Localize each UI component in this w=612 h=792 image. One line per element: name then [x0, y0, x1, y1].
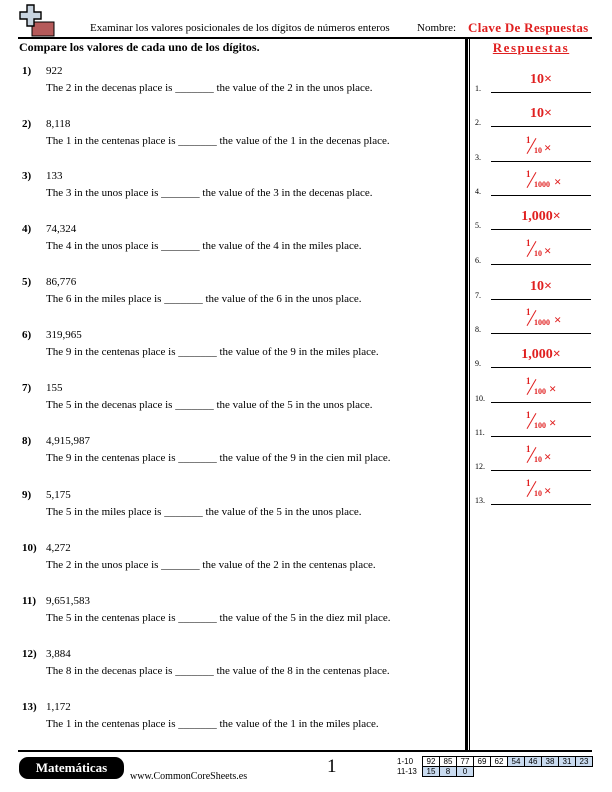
answer-value: [491, 376, 591, 403]
question-number: 7): [22, 382, 32, 394]
answer-number: 4.: [475, 187, 481, 196]
question-number-value: 133: [46, 170, 63, 182]
answer-number: 12.: [475, 462, 485, 471]
answers-heading: Respuestas: [492, 40, 570, 55]
question-text: The 8 in the decenas place is _______ the value of the 8 in the centenas place.: [46, 665, 390, 677]
fraction-numerator: 1: [526, 307, 531, 317]
answer-line: [491, 299, 591, 300]
fraction-denominator: 10: [534, 489, 542, 498]
score-row: [396, 767, 593, 777]
answer-value: [491, 307, 591, 334]
score-cell: 85: [440, 757, 457, 767]
answer-key-label: Clave De Respuestas: [468, 20, 589, 35]
answer-value: [491, 238, 591, 265]
column-divider: [465, 39, 468, 750]
question-number-value: 5,175: [46, 489, 71, 501]
fraction-denominator: 10: [534, 455, 542, 464]
fraction-denominator: 100: [534, 421, 546, 430]
question-text: The 5 in the centenas place is _______ the value of the 5 in the diez mil place.: [46, 612, 391, 624]
question-number-value: 319,965: [46, 329, 82, 341]
question-text: The 6 in the miles place is _______ the value of the 6 in the unos place.: [46, 293, 362, 305]
answer-number: 7.: [475, 291, 481, 300]
score-row-label: 11-13: [397, 767, 417, 776]
answer-value: [491, 444, 591, 471]
answer-fraction: [522, 307, 560, 329]
answer-value: [491, 169, 591, 196]
page-number: 1: [327, 756, 337, 777]
score-cell: 46: [525, 757, 542, 767]
name-label: Nombre:: [417, 22, 457, 34]
question-number: 3): [22, 170, 32, 182]
question-number-value: 86,776: [46, 276, 77, 288]
fraction-numerator: 1: [526, 376, 531, 386]
score-cell: 92: [423, 757, 440, 767]
answer-value: 10×: [530, 106, 552, 121]
question-text: The 1 in the centenas place is _______ the value of the 1 in the miles place.: [46, 718, 379, 730]
multiply-icon: ×: [554, 312, 562, 327]
answer-number: 13.: [475, 496, 485, 505]
score-cell: 31: [559, 757, 576, 767]
question-number: 5): [22, 276, 32, 288]
instructions: Compare los valores de cada uno de los dígitos.: [19, 40, 260, 54]
answer-fraction: [522, 410, 560, 432]
question-number: 1): [22, 65, 32, 77]
multiply-icon: ×: [544, 449, 552, 464]
answer-line: [491, 92, 591, 93]
answer-value: [491, 478, 591, 505]
plus-logo-icon: [18, 4, 56, 38]
worksheet-title: Examinar los valores posicionales de los dígitos de números enteros: [90, 22, 390, 34]
answer-fraction: [522, 478, 560, 500]
answer-fraction: [522, 444, 560, 466]
multiply-icon: ×: [549, 415, 557, 430]
answer-number: 2.: [475, 118, 481, 127]
fraction-denominator: 100: [534, 387, 546, 396]
fraction-numerator: 1: [526, 238, 531, 248]
answer-number: 9.: [475, 359, 481, 368]
fraction-denominator: 10: [534, 146, 542, 155]
answer-line: [491, 126, 591, 127]
question-number-value: 4,272: [46, 542, 71, 554]
fraction-numerator: 1: [526, 410, 531, 420]
fraction-denominator: 1000: [534, 180, 550, 189]
question-number: 6): [22, 329, 32, 341]
question-number-value: 3,884: [46, 648, 71, 660]
score-cell: 8: [440, 767, 457, 777]
multiply-icon: ×: [554, 174, 562, 189]
fraction-denominator: 1000: [534, 318, 550, 327]
answer-value: 10×: [530, 72, 552, 87]
answer-number: 6.: [475, 256, 481, 265]
header-rule: [18, 37, 592, 39]
question-text: The 9 in the centenas place is _______ the value of the 9 in the miles place.: [46, 346, 379, 358]
answer-number: 3.: [475, 153, 481, 162]
answer-value: [491, 410, 591, 437]
question-number: 9): [22, 489, 32, 501]
answer-value: 1,000×: [521, 209, 561, 224]
answer-line: [491, 367, 591, 368]
score-cell: 54: [508, 757, 525, 767]
question-text: The 4 in the unos place is _______ the value of the 4 in the miles place.: [46, 240, 362, 252]
fraction-numerator: 1: [526, 169, 531, 179]
question-number-value: 4,915,987: [46, 435, 90, 447]
question-number: 13): [22, 701, 37, 713]
question-text: The 2 in the decenas place is _______ the value of the 2 in the unos place.: [46, 82, 373, 94]
score-cell: 38: [542, 757, 559, 767]
question-text: The 3 in the unos place is _______ the value of the 3 in the decenas place.: [46, 187, 373, 199]
multiply-icon: ×: [544, 140, 552, 155]
question-number: 2): [22, 118, 32, 130]
question-number: 4): [22, 223, 32, 235]
answer-number: 10.: [475, 394, 485, 403]
multiply-icon: ×: [549, 381, 557, 396]
question-text: The 5 in the miles place is _______ the value of the 5 in the unos place.: [46, 506, 362, 518]
question-number: 10): [22, 542, 37, 554]
score-cell: 15: [423, 767, 440, 777]
question-number-value: 155: [46, 382, 63, 394]
score-cell: 77: [457, 757, 474, 767]
answer-fraction: [522, 169, 560, 191]
answer-number: 5.: [475, 221, 481, 230]
question-text: The 1 in the centenas place is _______ the value of the 1 in the decenas place.: [46, 135, 390, 147]
fraction-numerator: 1: [526, 478, 531, 488]
score-cell: 62: [491, 757, 508, 767]
question-text: The 9 in the centenas place is _______ the value of the 9 in the cien mil place.: [46, 452, 391, 464]
footer-rule: [18, 750, 592, 752]
answer-value: 10×: [530, 279, 552, 294]
question-number: 12): [22, 648, 37, 660]
score-cell: 69: [474, 757, 491, 767]
fraction-denominator: 10: [534, 249, 542, 258]
answer-number: 1.: [475, 84, 481, 93]
answer-fraction: [522, 376, 560, 398]
question-text: The 2 in the unos place is _______ the value of the 2 in the centenas place.: [46, 559, 376, 571]
column-divider-thin: [469, 39, 470, 750]
question-text: The 5 in the decenas place is _______ the value of the 5 in the unos place.: [46, 399, 373, 411]
question-number-value: 74,324: [46, 223, 77, 235]
answer-value: 1,000×: [521, 347, 561, 362]
answer-number: 8.: [475, 325, 481, 334]
answer-value: [491, 135, 591, 162]
score-cell: 0: [457, 767, 474, 777]
answer-line: [491, 229, 591, 230]
fraction-numerator: 1: [526, 444, 531, 454]
score-table: [396, 756, 593, 777]
score-cell: 23: [576, 757, 593, 767]
question-number-value: 8,118: [46, 118, 71, 130]
answer-number: 11.: [475, 428, 485, 437]
question-number: 8): [22, 435, 32, 447]
score-row-label: 1-10: [397, 757, 414, 766]
subject-badge: Matemáticas: [19, 757, 124, 779]
question-number-value: 1,172: [46, 701, 71, 713]
multiply-icon: ×: [544, 483, 552, 498]
answer-fraction: [522, 238, 560, 260]
multiply-icon: ×: [544, 243, 552, 258]
answer-fraction: [522, 135, 560, 157]
fraction-numerator: 1: [526, 135, 531, 145]
question-number-value: 9,651,583: [46, 595, 90, 607]
site-url: www.CommonCoreSheets.es: [130, 771, 248, 782]
question-number-value: 922: [46, 65, 63, 77]
question-number: 11): [22, 595, 37, 607]
score-row: [396, 757, 593, 767]
